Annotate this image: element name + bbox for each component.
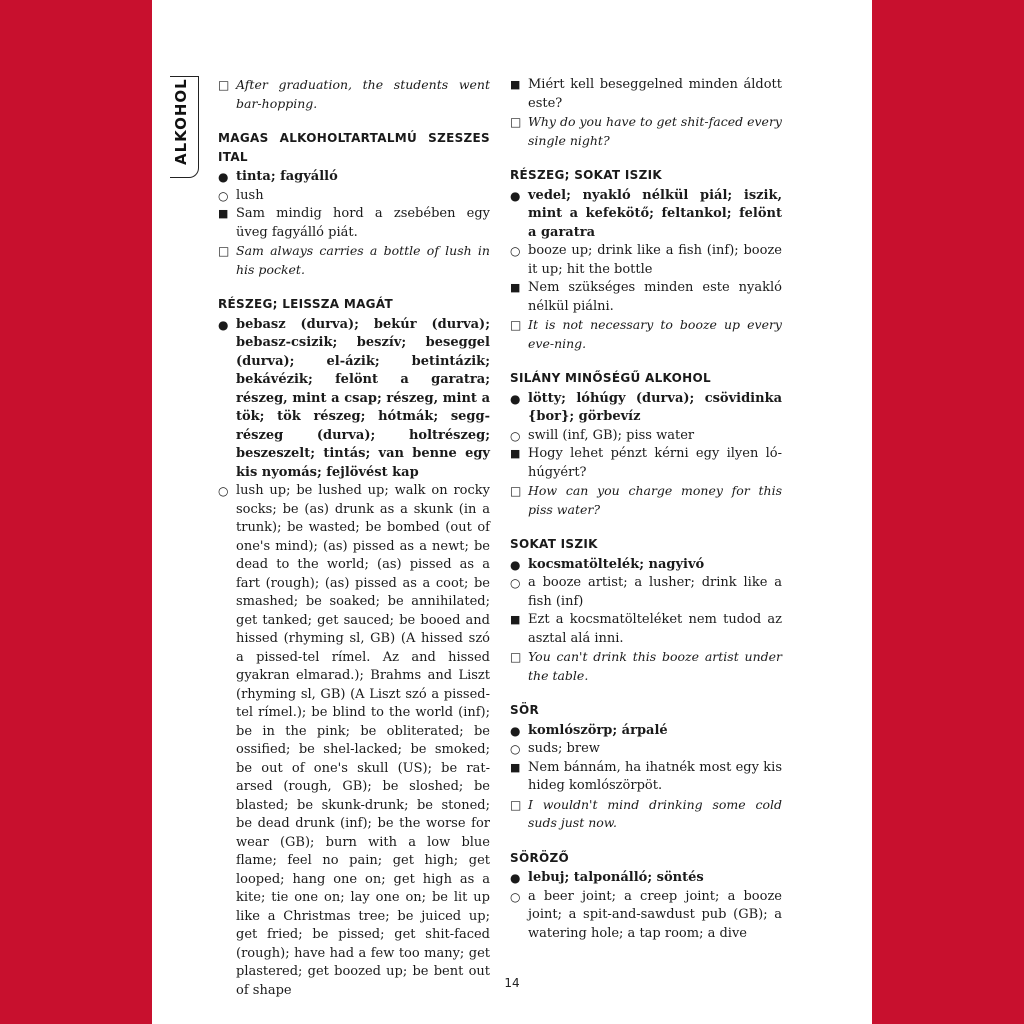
open-square-marker-icon: □	[510, 797, 522, 812]
entry-heading: RÉSZEG; SOKAT ISZIK	[510, 168, 662, 182]
dictionary-page	[152, 0, 872, 1024]
section-tab	[170, 76, 199, 178]
hungarian-example: ■ Sam mindig hord a zsebében egy üveg fagyálló piát.	[218, 206, 490, 240]
filled-square-marker-icon: ■	[510, 281, 521, 294]
filled-square-marker-icon: ■	[510, 78, 521, 91]
english-example: □ Why do you have to get shit-faced every single night?	[510, 114, 782, 148]
circle-marker-icon: ○	[510, 576, 521, 590]
hungarian-example: ■ Ezt a kocsmatölteléket nem tudod az asztal alá inni.	[510, 612, 782, 646]
open-square-marker-icon: □	[510, 318, 522, 332]
hungarian-synonyms: ● vedel; nyakló nélkül piál; iszik, mint a kefekötő; feltankol; felönt a garatra	[510, 187, 782, 240]
bullet-marker-icon: ●	[510, 723, 521, 738]
circle-marker-icon: ○	[510, 244, 521, 258]
entry-heading: SILÁNY MINŐSÉGŰ ALKOHOL	[510, 371, 711, 385]
right-column	[510, 76, 782, 943]
open-square-marker-icon: □	[510, 115, 522, 129]
hungarian-example: ■ Hogy lehet pénzt kérni egy ilyen ló-húgyért?	[510, 446, 782, 480]
english-synonyms: ○ swill (inf, GB); piss water	[510, 427, 782, 446]
english-synonyms: ○ lush up; be lushed up; walk on rocky socks; be (as) drunk as a skunk (in a trunk); be wasted; be bombed (out of one's mind); (as) pissed as a newt; be dead to the world; (as) pissed as a fart (rough); (as) pissed as a coot; be smashed; be soaked; be annihilated; get tanked; get sauced; be booed and hissed (rhyming sl, GB) (A hissed szó a pissed-tel rímel. Az and hissed gyakran elmarad.); Brahms and Liszt (rhyming sl, GB) (A Liszt szó a pissed-tel rímel.); be blind to the world (inf); be in the pink; be obliterated; be ossified; be shel-lacked; be smoked; be out of one's skull (US); be rat-arsed (rough, GB); be sloshed; be blasted; be skunk-drunk; be stoned; be dead drunk (inf); be the worse for wear (GB); burn with a low blue flame; feel no pain; get high; get looped; hang one on; get high as a kite; tie one on; lay one on; be lit up like a Christmas tree; be juiced up; get fried; be pissed; get shit-faced (rough); have had a few too many; get plastered; get boozed up; be bent out of shape	[218, 483, 490, 998]
circle-marker-icon: ○	[510, 889, 521, 904]
entry-heading: SÖRÖZŐ	[510, 850, 569, 865]
hungarian-synonyms: ● tinta; fagyálló	[218, 168, 490, 187]
hungarian-synonyms: ● bebasz (durva); bekúr (durva); bebasz-csizik; beszív; beseggel (durva); el-ázik; betintázik; bekávézik; felönt a garatra; részeg, mint a csap; részeg, mint a tök; tök részeg; hótmák; segg-részeg (durva); holtrészeg; beszeszelt; tintás; van benne egy kis nyomás; fejlövést kap	[218, 316, 490, 480]
circle-marker-icon: ○	[510, 742, 521, 756]
open-square-marker-icon: □	[218, 244, 230, 258]
bullet-marker-icon: ●	[510, 557, 521, 572]
bullet-marker-icon: ●	[510, 871, 521, 885]
filled-square-marker-icon: ■	[510, 613, 521, 626]
entry-heading: SOKAT ISZIK	[510, 537, 598, 551]
english-example: □ You can't drink this booze artist under the table.	[510, 649, 782, 683]
english-synonyms: ○ booze up; drink like a fish (inf); booze it up; hit the bottle	[510, 243, 782, 277]
circle-marker-icon: ○	[218, 484, 229, 498]
english-synonyms: ○ lush	[218, 187, 490, 206]
hungarian-example: ■ Nem szükséges minden este nyakló nélkül piálni.	[510, 280, 782, 314]
page-number: 14	[504, 976, 520, 990]
bullet-marker-icon: ●	[510, 188, 521, 203]
english-example: □ Sam always carries a bottle of lush in his pocket.	[218, 243, 490, 277]
hungarian-synonyms: ● kocsmatöltelék; nagyivó	[510, 556, 782, 575]
english-synonyms: ○ a beer joint; a creep joint; a booze joint; a spit-and-sawdust pub (GB); a watering hole; a tap room; a dive	[510, 888, 782, 941]
english-example: □ How can you charge money for this piss water?	[510, 483, 782, 517]
english-example: □ I wouldn't mind drinking some cold suds just now.	[510, 796, 782, 830]
entry-heading: RÉSZEG; LEISSZA MAGÁT	[218, 297, 393, 311]
english-example: □ It is not necessary to booze up every eve-ning.	[510, 317, 782, 351]
open-square-marker-icon: □	[218, 78, 230, 92]
filled-square-marker-icon: ■	[510, 447, 521, 460]
english-example: □ After graduation, the students went bar-hopping.	[218, 77, 490, 111]
hungarian-example: ■ Miért kell beseggelned minden áldott este?	[510, 77, 782, 111]
english-synonyms: ○ a booze artist; a lusher; drink like a fish (inf)	[510, 575, 782, 609]
bullet-marker-icon: ●	[218, 170, 229, 184]
section-tab-label: ALKOHOL	[172, 78, 190, 165]
hungarian-example: ■ Nem bánnám, ha ihatnék most egy kis hideg komlószörpöt.	[510, 759, 782, 793]
bullet-marker-icon: ●	[510, 391, 521, 406]
english-synonyms: ○ suds; brew	[510, 740, 782, 759]
open-square-marker-icon: □	[510, 650, 522, 664]
circle-marker-icon: ○	[218, 188, 229, 203]
bullet-marker-icon: ●	[218, 317, 229, 332]
filled-square-marker-icon: ■	[510, 760, 521, 774]
hungarian-synonyms: ● komlószörp; árpalé	[510, 722, 782, 741]
open-square-marker-icon: □	[510, 484, 522, 498]
circle-marker-icon: ○	[510, 428, 521, 443]
entry-heading: SÖR	[510, 703, 539, 717]
hungarian-synonyms: ● lebuj; talponálló; söntés	[510, 869, 782, 888]
hungarian-synonyms: ● lötty; lóhúgy (durva); csövidinka {bor}; görbevíz	[510, 390, 782, 424]
entry-heading: MAGAS ALKOHOLTARTALMÚ SZESZES ITAL	[218, 131, 490, 164]
filled-square-marker-icon: ■	[218, 207, 229, 220]
left-column	[218, 76, 490, 1000]
